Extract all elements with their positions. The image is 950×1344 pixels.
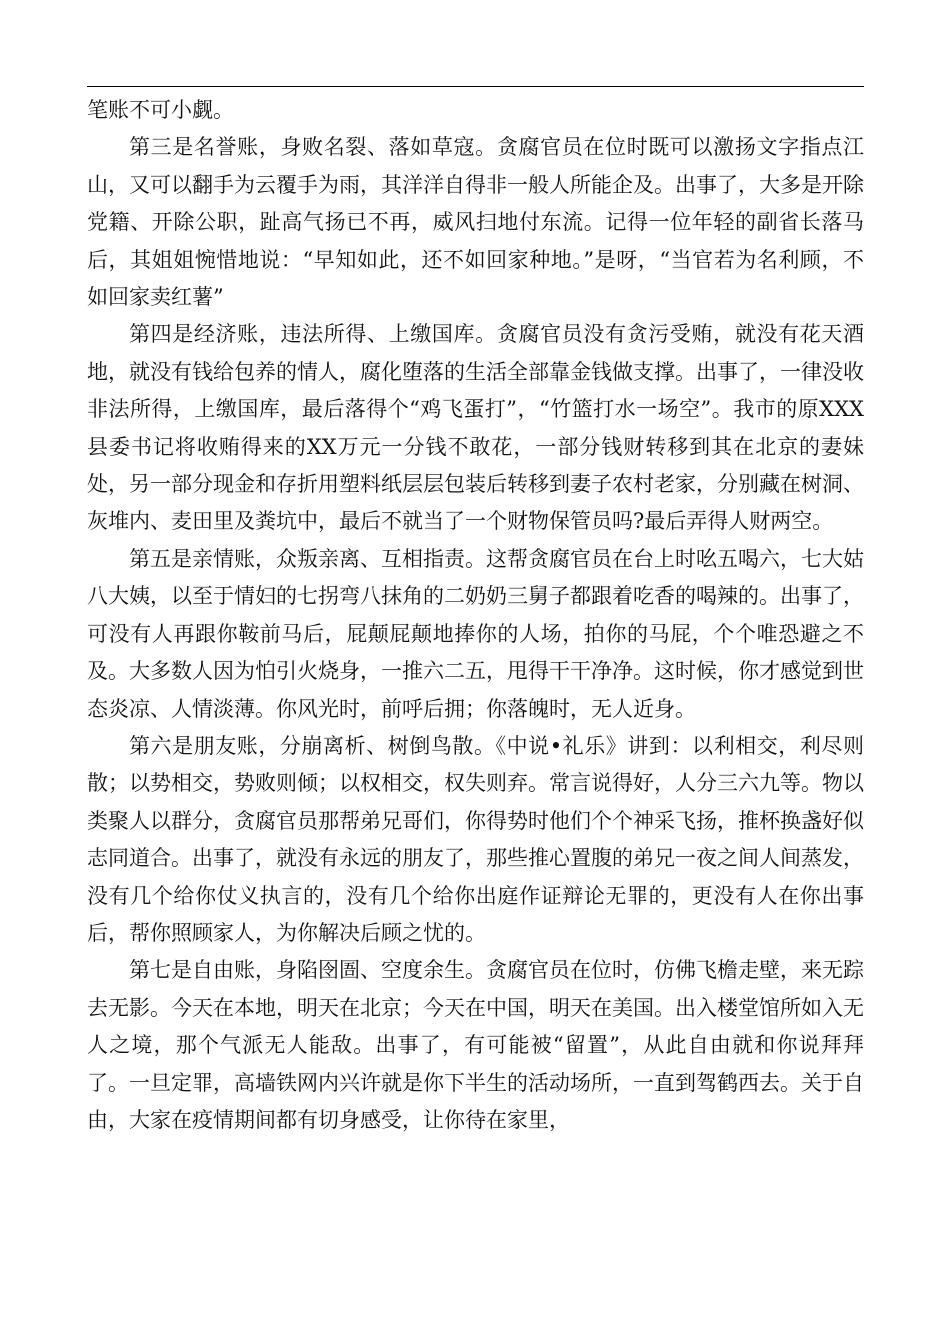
paragraph-friends: 第六是朋友账，分崩离析、树倒鸟散。《中说•礼乐》讲到：以利相交，利尽则散；以势相交，势败则倾；以权相交，权失则弃。常言说得好，人分三六九等。物以类聚人以群分，贪腐官员那帮弟兄哥们，你得势时他们个个神采飞扬，推杯换盏好似志同道合。出事了，就没有永远的朋友了，那些推心置腹的弟兄一夜之间人间蒸发，没有几个给你仗义执言的，没有几个给你出庭作证辩论无罪的，更没有人在你出事后，帮你照顾家人，为你解决后顾之忧的。: [87, 733, 864, 945]
body-text: [87, 92, 864, 1139]
paragraph-freedom: 第七是自由账，身陷囹圄、空度余生。贪腐官员在位时，仿佛飞檐走壁，来无踪去无影。今天在本地，明天在北京；今天在中国，明天在美国。出入楼堂馆所如入无人之境，那个气派无人能敌。出事了，有可能被“留置”，从此自由就和你说拜拜了。一旦定罪，高墙铁网内兴许就是你下半生的活动场所，一直到驾鹤西去。关于自由，大家在疫情期间都有切身感受，让你待在家里，: [87, 958, 864, 1132]
header-rule: [87, 86, 864, 87]
paragraph-family: 第五是亲情账，众叛亲离、互相指责。这帮贪腐官员在台上时吆五喝六，七大姑八大姨，以至于情妇的七拐弯八抹角的二奶奶三舅子都跟着吃香的喝辣的。出事了，可没有人再跟你鞍前马后，屁颠屁颠地捧你的人场，拍你的马屁，个个唯恐避之不及。大多数人因为怕引火烧身，一推六二五，甩得干干净净。这时候，你才感觉到世态炎凉、人情淡薄。你风光时，前呼后拥；你落魄时，无人近身。: [87, 546, 864, 721]
paragraph-economic: 第四是经济账，违法所得、上缴国库。贪腐官员没有贪污受贿，就没有花天酒地，就没有钱给包养的情人，腐化堕落的生活全部靠金钱做支撑。出事了，一律没收非法所得，上缴国库，最后落得个“鸡飞蛋打”，“竹篮打水一场空”。我市的原XXX县委书记将收贿得来的XX万元一分钱不敢花，一部分钱财转移到其在北京的妻妹处，另一部分现金和存折用塑料纸层层包装后转移到妻子农村老家，分别藏在树洞、灰堆内、麦田里及粪坑中，最后不就当了一个财物保管员吗?最后弄得人财两空。: [87, 322, 864, 534]
paragraph-reputation: 第三是名誉账，身败名裂、落如草寇。贪腐官员在位时既可以激扬文字指点江山，又可以翻手为云覆手为雨，其洋洋自得非一般人所能企及。出事了，大多是开除党籍、开除公职，趾高气扬已不再，威风扫地付东流。记得一位年轻的副省长落马后，其姐姐惋惜地说：“早知如此，还不如回家种地。”是呀，“当官若为名利顾，不如回家卖红薯”: [87, 135, 864, 310]
paragraph-continuation: 笔账不可小觑。: [87, 98, 234, 122]
